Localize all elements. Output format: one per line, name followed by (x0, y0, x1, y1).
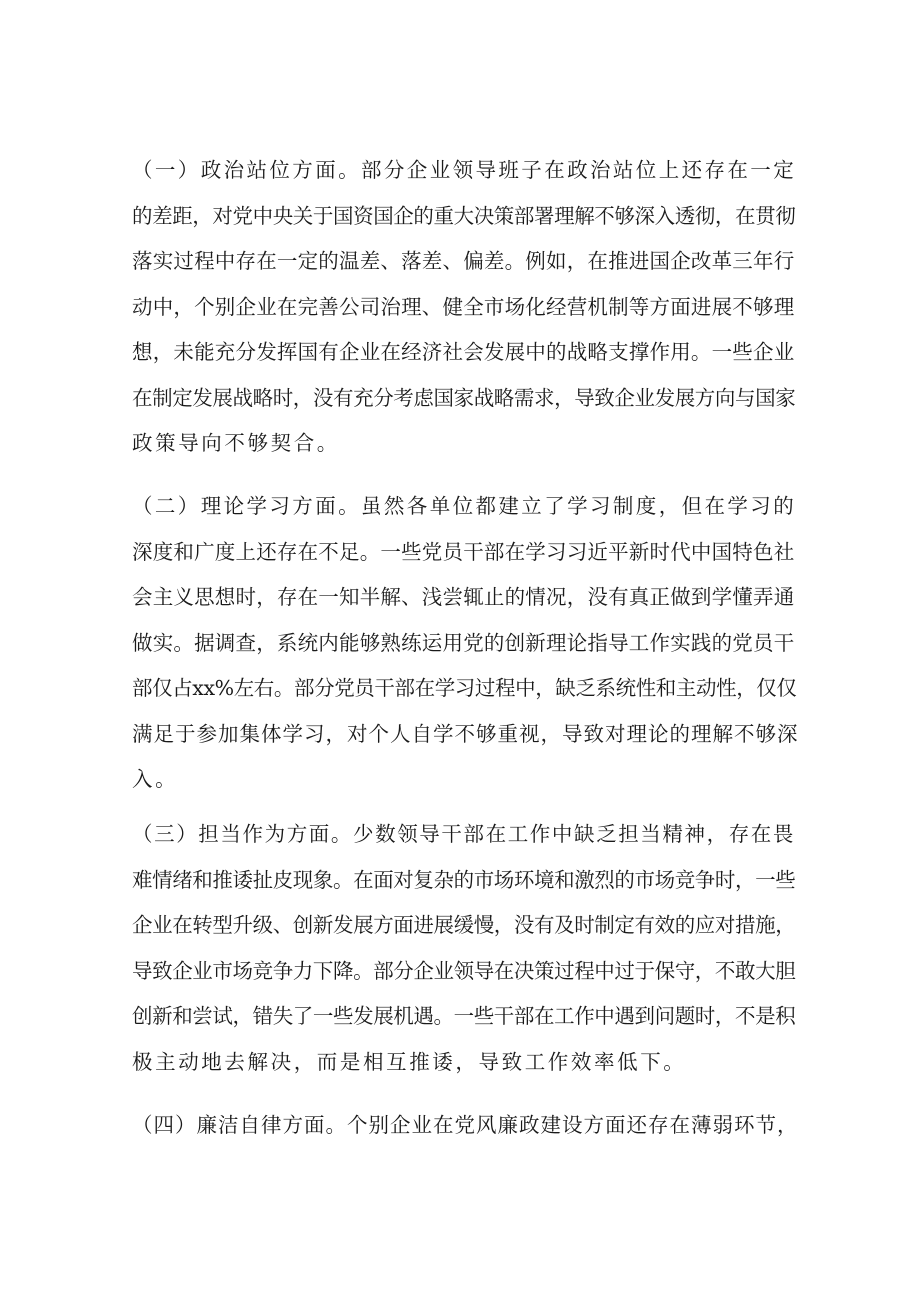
text-line: 深度和广度上还存在不足。一些党员干部在学习习近平新时代中国特色社 (132, 539, 795, 564)
text-line: 入。 (132, 767, 179, 791)
text-line: 落实过程中存在一定的温差、落差、偏差。例如，在推进国企改革三年行 (132, 249, 795, 273)
paragraph-integrity (132, 1103, 800, 1149)
text-line: 难情绪和推诿扯皮现象。在面对复杂的市场环境和激烈的市场竞争时，一些 (132, 867, 796, 892)
text-line: 企业在转型升级、创新发展方面进展缓慢，没有及时制定有效的应对措施， (132, 913, 796, 937)
text-line: 部仅占xx%左右。部分党员干部在学习过程中，缺乏系统性和主动性，仅仅 (132, 676, 797, 700)
text-line: 在制定发展战略时，没有充分考虑国家战略需求，导致企业发展方向与国家 (132, 385, 796, 410)
paragraph-responsibility (132, 812, 800, 1085)
text-line: 政策导向不够契合。 (132, 431, 340, 455)
text-line: 做实。据调查，系统内能够熟练运用党的创新理论指导工作实践的党员干 (132, 630, 795, 655)
text-line: 创新和尝试，错失了一些发展机遇。一些干部在工作中遇到问题时，不是积 (132, 1004, 796, 1028)
text-line: 想，未能充分发挥国有企业在经济社会发展中的战略支撑作用。一些企业 (132, 340, 795, 364)
text-line: 极主动地去解决，而是相互推诿，导致工作效率低下。 (132, 1049, 687, 1074)
text-line: 会主义思想时，存在一知半解、浅尝辄止的情况，没有真正做到学懂弄通 (132, 585, 795, 609)
text-line: 满足于参加集体学习，对个人自学不够重视，导致对理论的理解不够深 (132, 721, 799, 746)
text-line: （二）理论学习方面。虽然各单位都建立了学习制度，但在学习的 (132, 494, 797, 518)
text-line: 的差距，对党中央关于国资国企的重大决策部署理解不够深入透彻，在贯彻 (132, 203, 796, 228)
text-line: （三）担当作为方面。少数领导干部在工作中缺乏担当精神，存在畏 (132, 822, 795, 846)
paragraph-political-stance (132, 148, 800, 467)
text-line: （一）政治站位方面。部分企业领导班子在政治站位上还存在一定 (132, 158, 797, 182)
text-line: 动中，个别企业在完善公司治理、健全市场化经营机制等方面进展不够理 (132, 294, 795, 319)
text-line: （四）廉洁自律方面。个别企业在党风廉政建设方面还存在薄弱环节， (132, 1113, 799, 1137)
text-line: 导致企业市场竞争力下降。部分企业领导在决策过程中过于保守，不敢大胆 (132, 958, 796, 983)
paragraph-theory-study (132, 484, 800, 803)
